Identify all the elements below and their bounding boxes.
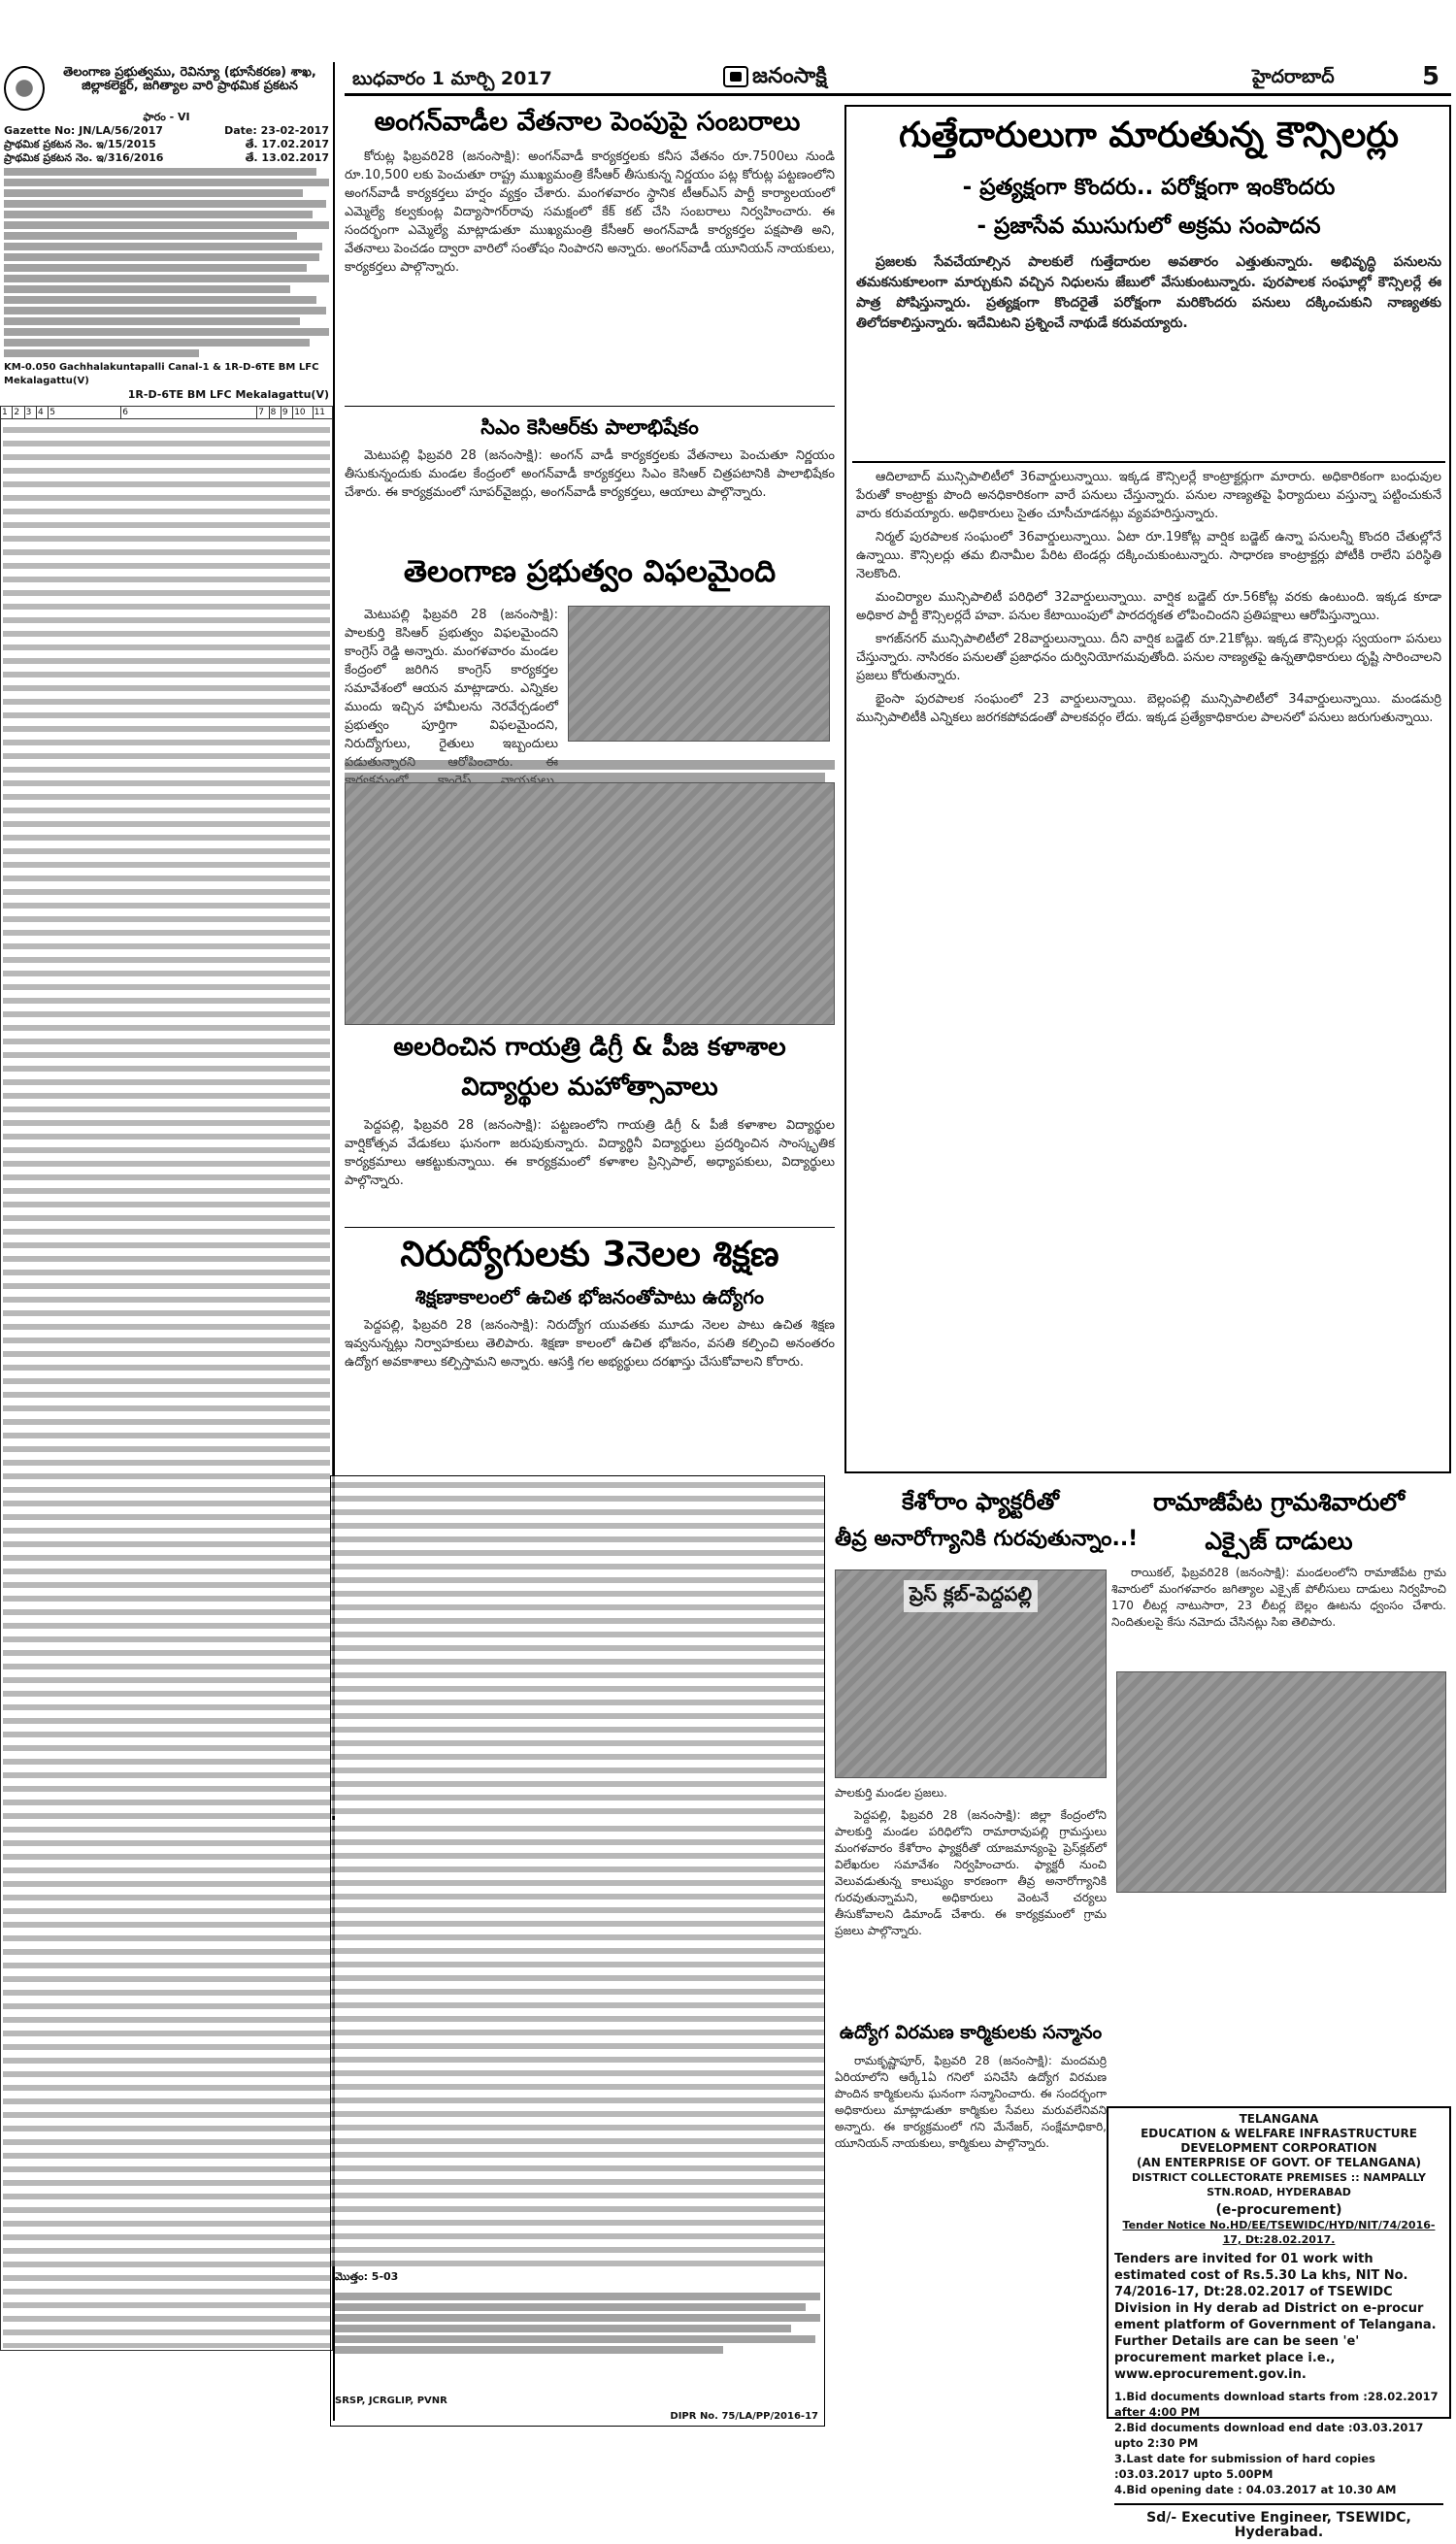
retirement-headline: ఉద్యోగ విరమణ కార్మికులకు సన్మానం (839, 2022, 1103, 2043)
col-num: 8 (269, 407, 281, 419)
excise-headline-2: ఎక్సైజ్ దాడులు (1205, 1527, 1353, 1555)
col-num: 3 (24, 407, 36, 419)
tender-signature: Sd/- Executive Engineer, TSEWIDC, Hyderabad. (1146, 2510, 1411, 2540)
councillors-subheadline-1: - ప్రత్యక్షంగా కొందరు.. పరోక్షంగా ఇంకొందరు (962, 175, 1336, 200)
edition-city: హైదరాబాద్ (1252, 66, 1335, 87)
gayatri-headline-1: అలరించిన గాయత్రి డిగ్రీ & పీజ కళాశాల (393, 1033, 786, 1062)
gayatri-text: పెద్దపల్లి, ఫిబ్రవరి 28 (జనంసాక్షి): పట్టణంలోని గాయత్రి డిగ్రీ & పీజీ కళాశాల విద్యార్థుల వార్షికోత్సవ వేడుకలు ఘనంగా జరుపుకున్నారు. విద్యార్థినీ విద్యార్థులు ప్రదర్శించిన సాంస్కృతిక కార్యక్రమాలు ఆకట్టుకున్నాయి. ఈ కార్యక్రమంలో కళాశాల ప్రిన్సిపాల్, అధ్యాపకులు, విద్యార్థులు పాల్గొన్నారు. (345, 1118, 835, 1188)
tender-lead: Tenders are invited for 01 work with estimated cost of Rs.5.30 La khs, NIT No. 74/2016-17, Dt:28.02.2017 of TSEWIDC Division in Hy derab ad District on e-procur ement platform of Government of Telangana. Further Details are can be seen 'e' procurement market place i.e., www.eprocurement.gov.in. (1114, 2252, 1437, 2382)
tender-enterprise: (AN ENTERPRISE OF GOVT. OF TELANGANA) (1137, 2156, 1421, 2169)
gazette-preamble (4, 168, 329, 357)
kesoram-headline-1: కేశోరాం ఫ్యాక్టరీతో (902, 1488, 1059, 1515)
anganwadi-headline: అంగన్‌వాడీల వేతనాల పెంపుపై సంబరాలు (374, 107, 801, 137)
col-num: 6 (121, 407, 257, 419)
issue-date: బుధవారం 1 మార్చి 2017 (352, 68, 552, 89)
page-number: 5 (1422, 62, 1440, 91)
gayatri-body (345, 1116, 835, 1225)
col-num: 1 (1, 407, 13, 419)
gazette-ref1-date: తే. 17.02.2017 (245, 138, 329, 150)
councillors-lead (856, 252, 1441, 456)
gazette-ref1: ప్రాథమిక ప్రకటన నెం. ఇ/15/2015 (4, 138, 156, 150)
tender-mode: (e-procurement) (1215, 2202, 1342, 2218)
telangana-failed-body-left (345, 606, 558, 751)
gazette-col-numbers (1, 407, 333, 419)
tender-schedule-item: 3.Last date for submission of hard copies :03.03.2017 upto 5.00PM (1114, 2452, 1375, 2481)
tender-notice-no: Tender Notice No.HD/EE/TSEWIDC/HYD/NIT/74/2016-17, Dt:28.02.2017. (1122, 2219, 1436, 2246)
col-num: 9 (281, 407, 292, 419)
gazette-land-entries (3, 421, 330, 2348)
gazette-schedule-total: మొత్తం: 5-03 (335, 2270, 399, 2283)
gazette-form: ఫారం - VI (143, 111, 190, 123)
gazette-signatories: SRSP, JCRGLIP, PVNR (335, 2395, 447, 2406)
anganwadi-text: కోరుట్ల ఫిబ్రవరి28 (జనంసాక్షి): అంగన్‌వాడీ కార్యకర్తలకు కనీస వేతనం రూ.7500లు నుండి రూ.10,500 లకు పెంచుతూ రాష్ట్ర ముఖ్యమంత్రి కేసీఆర్ తీసుకున్న నిర్ణయం పట్ల కోరుట్ల పట్టణంలోని అంగన్‌వాడీ కార్యకర్తలు హర్షం వ్యక్తం చేశారు. మంగళవారం స్థానిక టీఆర్ఎస్ పార్టీ కార్యాలయంలో ఎమ్మెల్యే కల్వకుంట్ల విద్యాసాగర్‌రావు సమక్షంలో కేక్ కట్ చేసి సంబరాలు నిర్వహించారు. ఈ సందర్భంగా ఎమ్మెల్యే మాట్లాడుతూ ముఖ్యమంత్రి కేసీఆర్ అంగన్‌వాడీ కార్యకర్తల పక్షపాతి అని, వేతనాలు పెంచడం ద్వారా వారిలో సంతోషం నింపారని అన్నారు. అంగన్‌వాడీ యూనియన్ నాయకులు, కార్యకర్తలు పాల్గొన్నారు. (345, 149, 835, 275)
col-num: 2 (13, 407, 24, 419)
divider (852, 461, 1445, 463)
tender-schedule-item: 1.Bid documents download starts from :28.02.2017 after 4:00 PM (1114, 2390, 1439, 2419)
tender-state: TELANGANA (1239, 2112, 1319, 2126)
councillors-body (856, 468, 1441, 1468)
kesoram-body (835, 1807, 1107, 2013)
divider (345, 1227, 835, 1228)
gazette-table-continued (330, 1475, 825, 2427)
palabhishekam-headline: సిఎం కెసిఆర్‌కు పాలాభిషేకం (480, 415, 699, 439)
councillors-para-4: కాగజ్‌నగర్ మున్సిపాలిటీలో 28వార్డులున్నాయి. దీని వార్షిక బడ్జెట్ రూ.21కోట్లు. ఇక్కడ కౌన్సిలర్లు స్వయంగా పనులు చేస్తున్నారు. నాసిరకం పనులతో ప్రజాధనం దుర్వినియోగమవుతోంది. పనుల నాణ్యతపై ఉన్నతాధికారులు దృష్టి సారించాలని ప్రజలు కోరుతున్నారు. (856, 632, 1441, 683)
unemployed-subheadline: శిక్షణాకాలంలో ఉచిత భోజనంతోపాటు ఉద్యోగం (414, 1285, 765, 1308)
tender-schedule-item: 4.Bid opening date : 04.03.2017 at 10.30 AM (1114, 2483, 1397, 2496)
palabhishekam-body (345, 446, 835, 551)
header-rule (345, 93, 1451, 96)
col-num: 5 (49, 407, 121, 419)
tender-address: DISTRICT COLLECTORATE PREMISES :: NAMPALLY STN.ROAD, HYDERABAD (1132, 2171, 1426, 2198)
gazette-dipr-no: DIPR No. 75/LA/PP/2016-17 (670, 2411, 818, 2422)
kesoram-caption: పాలకుర్తి మండల ప్రజలు. (835, 1786, 947, 1800)
press-club-photo (835, 1569, 1107, 1778)
tender-schedule-item: 2.Bid documents download end date :03.03.2017 upto 2:30 PM (1114, 2421, 1424, 2450)
councillors-article (844, 105, 1451, 1473)
col-num: 4 (36, 407, 48, 419)
councillors-para-3: మంచిర్యాల మున్సిపాలిటీ పరిధిలో 32వార్డులున్నాయి. వార్షిక బడ్జెట్ రూ.56కోట్ల వరకు ఉంటుంది. ఇక్కడ కూడా అధికార పార్టీ కౌన్సిలర్లదే హవా. పనుల కేటాయింపులో పారదర్శకత లోపించిందని ప్రతిపక్షాలు ఆరోపిస్తున్నాయి. (856, 590, 1441, 623)
councillors-para-2: నిర్మల్ పురపాలక సంఘంలో 36వార్డులున్నాయి. ఏటా రూ.19కోట్ల వార్షిక బడ్జెట్ ఉన్నా పనులన్నీ కొందరి చేతుల్లోనే ఉన్నాయి. కౌన్సిలర్లు తమ బినామీల పేరిట టెండర్లు దక్కించుకుంటున్నారు. సాధారణ కాంట్రాక్టర్లు పోటీకి రాలేని పరిస్థితి నెలకొంది. (856, 530, 1441, 581)
col-num: 7 (257, 407, 269, 419)
gazette-ref2: ప్రాథమిక ప్రకటన నెం. ఇ/316/2016 (4, 151, 164, 164)
gazette-notice-no: KM-0.050 Gachhalakuntapalli Canal-1 & 1R-D-6TE BM LFC Mekalagattu(V) (4, 362, 319, 386)
logo-icon (723, 66, 748, 87)
tender-corp: EDUCATION & WELFARE INFRASTRUCTURE DEVELOPMENT CORPORATION (1141, 2127, 1417, 2155)
excise-body (1111, 1565, 1446, 1671)
gazette-no: Gazette No: JN/LA/56/2017 (4, 124, 163, 137)
gazette-notice (0, 62, 335, 2421)
press-club-banner: ప్రెస్ క్లబ్-పెద్దపల్లి (904, 1580, 1038, 1612)
telangana-failed-headline: తెలంగాణ ప్రభుత్వం విఫలమైంది (403, 554, 777, 589)
gazette-emblem-icon (4, 66, 45, 111)
anganwadi-body (345, 148, 835, 402)
palabhishekam-text: మెటుపల్లి ఫిబ్రవరి 28 (జనంసాక్షి): అంగన్ వాడీ కార్యకర్తలకు వేతనాలు పెంచుతూ నిర్ణయం తీసుకున్నందుకు మండల కేంద్రంలో అంగన్‌వాడీ కార్యకర్తలు సిఎం కెసిఆర్ చిత్రపటానికి పాలాభిషేకం చేశారు. ఈ కార్యక్రమంలో సూపర్‌వైజర్లు, అంగన్‌వాడీ కార్యకర్తలు, ఆయాలు పాల్గొన్నారు. (345, 448, 835, 500)
councillors-headline: గుత్తేదారులుగా మారుతున్న కౌన్సిలర్లు (898, 116, 1400, 155)
telangana-failed-text: మెటుపల్లి ఫిబ్రవరి 28 (జనంసాక్షి): పాలకుర్తి కెసిఆర్ ప్రభుత్వం విఫలమైందని కాంగ్రెస్ రెడ్డి అన్నారు. మంగళవారం మండల కేంద్రంలో జరిగిన కాంగ్రెస్ కార్యకర్తల సమావేశంలో ఆయన మాట్లాడారు. ఎన్నికల ముందు ఇచ్చిన హామీలను నెరవేర్చడంలో ప్రభుత్వం పూర్తిగా విఫలమైందని, నిరుద్యోగులు, రైతులు ఇబ్బందులు (345, 608, 558, 751)
divider (345, 406, 835, 407)
logo-text: జనంసాక్షి (752, 64, 827, 88)
kesoram-headline-2: తీవ్ర అనారోగ్యానికి గురవుతున్నాం..! (835, 1527, 1139, 1551)
unemployed-headline: నిరుద్యోగులకు 3నెలల శిక్షణ (400, 1235, 779, 1274)
gazette-date: Date: 23-02-2017 (224, 124, 329, 137)
tender-notice (1107, 2106, 1451, 2540)
gazette-ref2-date: తే. 13.02.2017 (245, 151, 329, 164)
kesoram-text: పెద్దపల్లి, ఫిబ్రవరి 28 (జనంసాక్షి): జిల్లా కేంద్రంలోని పాలకుర్తి మండల పరిధిలోని రామారావుపల్లి గ్రామస్తులు మంగళవారం కేశోరాం ఫ్యాక్టరీతో యాజమాన్యంపై ప్రెస్‌క్లబ్‌లో విలేఖరుల సమావేశం నిర్వహించారు. ఫ్యాక్టరీ నుంచి వెలువడుతున్న కాలుష్యం కారణంగా తీవ్ర అనారోగ్యానికి గురవుతున్నామని, అధికారులు వెంటనే చర్యలు తీసుకోవాలని డిమాండ్ చేశారు. ఈ కార్యక్రమంలో గ్రామ ప్రజలు పాల్గొన్నారు. (835, 1808, 1107, 1937)
excise-headline-1: రామాజీపేట గ్రామశివారులో (1152, 1488, 1406, 1516)
gazette-org: తెలంగాణ ప్రభుత్వము, రెవిన్యూ (భూసేకరణ) శాఖ, జిల్లాకలెక్టర్, జగిత్యాల వారి ప్రాథమిక ప్రకటన (63, 65, 316, 93)
gayatri-headline-2: విద్యార్థుల మహోత్సావాలు (461, 1073, 718, 1102)
col-num: 10 (293, 407, 313, 419)
excise-text: రాయికల్, ఫిబ్రవరి28 (జనంసాక్షి): మండలంలోని రామాజీపేట గ్రామ శివారులో మంగళవారం జగిత్యాల ఎక్సైజ్ పోలీసులు దాడులు నిర్వహించి 170 లీటర్ల నాటుసారా, 23 లీటర్ల బెల్లం ఊటను ధ్వంసం చేశారు. నిందితులపై కేసు నమోదు చేసినట్లు సిఐ తెలిపారు. (1111, 1566, 1446, 1629)
unemployed-body (345, 1316, 835, 1464)
councillors-para-5: భైంసా పురపాలక సంఘంలో 23 వార్డులున్నాయి. బెల్లంపల్లి మున్సిపాలిటీలో 34వార్డులున్నాయి. మండమర్రి మున్సిపాలిటీకి ఎన్నికలు జరగకపోవడంతో పాలకవర్గం లేదు. ఇక్కడ ప్రత్యేకాధికారుల పాలనలో పనులు జరుగుతున్నాయి. (856, 692, 1441, 725)
excise-raid-photo (1116, 1671, 1446, 1893)
masthead-logo (723, 64, 827, 93)
councillors-subheadline-2: - ప్రజాసేవ ముసుగులో అక్రమ సంపాదన (976, 214, 1321, 239)
unemployed-text: పెద్దపల్లి, ఫిబ్రవరి 28 (జనంసాక్షి): నిరుద్యోగ యువతకు మూడు నెలల పాటు ఉచిత శిక్షణ ఇవ్వనున్నట్లు నిర్వాహకులు తెలిపారు. శిక్షణా కాలంలో ఉచిత భోజనం, వసతి కల్పించి అనంతరం ఉద్యోగ అవకాశాలు కల్పిస్తామని అన్నారు. ఆసక్తి గల అభ్యర్థులు దరఖాస్తు చేసుకోవాలని కోరారు. (345, 1318, 835, 1370)
crowd-photo (345, 782, 835, 1025)
congress-meeting-photo (568, 606, 830, 742)
retirement-body (835, 2053, 1107, 2422)
councillors-lead-text: ప్రజలకు సేవచేయాల్సిన పాలకులే గుత్తేదారుల అవతారం ఎత్తుతున్నారు. అభివృద్ధి పనులను తమకనుకూలంగా మార్చుకుని వచ్చిన నిధులను జేబులో వేసుకుంటున్నారు. పురపాలక సంఘాల్లో కౌన్సిలర్లే ఈ పాత్ర పోషిస్తున్నారు. ప్రత్యక్షంగా కొందరైతే పరోక్షంగా మరికొందరు పనులు దక్కించుకుని నాణ్యతకు తిలోదకాలిస్తున్నారు. ఇదేమిటని ప్రశ్నించే నాథుడే కరువయ్యారు. (856, 254, 1441, 331)
gazette-body-rows (1, 419, 333, 2351)
col-num: 11 (313, 407, 332, 419)
councillors-para-1: ఆదిలాబాద్ మున్సిపాలిటీలో 36వార్డులున్నాయి. ఇక్కడ కౌన్సిలర్లే కాంట్రాక్టర్లుగా మారారు. అధికారికంగా బంధువుల పేరుతో కాంట్రాక్టు పొంది అనధికారికంగా వారే పనులు చేస్తున్నారు. పనుల నాణ్యతపై ఫిర్యాదులు వస్తున్నా పట్టించుకునే వారు కరువయ్యారు. అధికారులు సైతం చూసీచూడనట్లు వ్యవహరిస్తున్నారు. (856, 470, 1441, 521)
gazette-canal: 1R-D-6TE BM LFC Mekalagattu(V) (127, 388, 329, 401)
retirement-text: రామకృష్ణాపూర్, ఫిబ్రవరి 28 (జనంసాక్షి): మందమర్రి ఏరియాలోని ఆర్కే1ఏ గనిలో పనిచేసి ఉద్యోగ విరమణ పొందిన కార్మికులను ఘనంగా సన్మానించారు. ఈ సందర్భంగా అధికారులు మాట్లాడుతూ కార్మికుల సేవలు మరువలేనివని అన్నారు. ఈ కార్యక్రమంలో గని మేనేజర్, సంక్షేమాధికారి, యూనియన్ నాయకులు, కార్మికులు పాల్గొన్నారు. (835, 2054, 1107, 2150)
gazette-table (0, 406, 333, 2351)
